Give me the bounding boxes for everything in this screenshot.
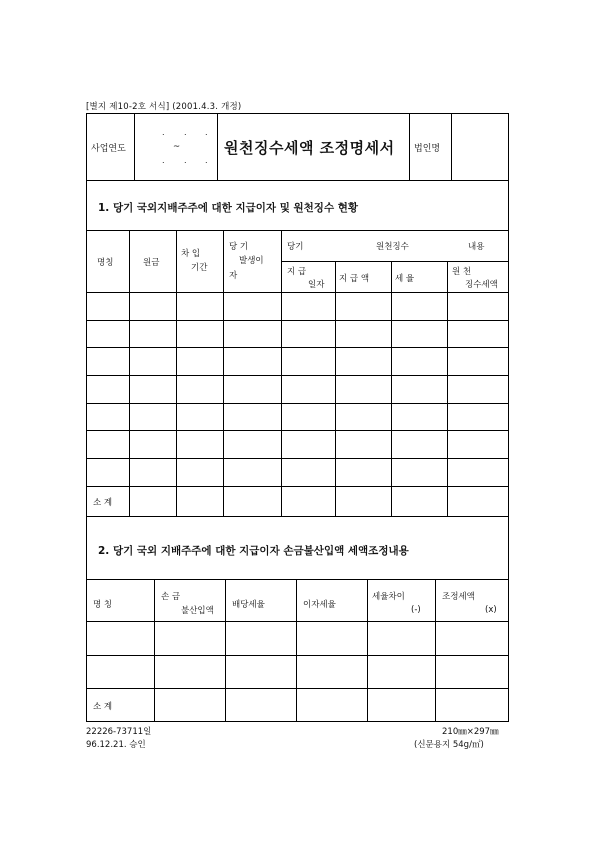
- s2-col-name-header: 명 칭: [93, 600, 113, 610]
- form-number-note: [별지 제10-2호 서식] (2001.4.3. 개정): [86, 102, 242, 112]
- period-dot: .: [162, 128, 165, 137]
- period-dot: .: [205, 128, 208, 137]
- s2-col-nondeductible-header: 불산입액: [181, 606, 214, 616]
- section1-heading: 1. 당기 국외지배주주에 대한 지급이자 및 원천징수 현황: [98, 202, 359, 214]
- group-header-right: 내용: [468, 242, 485, 252]
- period-dot: .: [184, 128, 187, 137]
- col-principal-header: 원금: [143, 258, 160, 268]
- s2-col-adjusted-tax-header: 조정세액: [442, 592, 475, 602]
- sub-payamount-header: 지 급 액: [339, 274, 370, 284]
- period-separator: ~: [173, 142, 181, 152]
- section2-subtotal-label: 소 계: [93, 702, 113, 712]
- s2-col-rate-diff-header: (-): [411, 605, 421, 615]
- s2-col-adjusted-tax-header: (x): [485, 605, 497, 615]
- sub-withholding-header: 원 천: [452, 267, 472, 277]
- period-dot: .: [205, 156, 208, 165]
- footer-paper-type: (신문용지 54g/㎡): [414, 740, 484, 750]
- col-name-header: 명칭: [97, 258, 114, 268]
- group-header-left: 당기: [287, 242, 304, 252]
- s2-col-interest-rate-header: 이자세율: [303, 600, 336, 610]
- s2-col-dividend-rate-header: 배당세율: [232, 600, 265, 610]
- footer-form-code: 22226-73711일: [86, 727, 152, 737]
- sub-rate-header: 세 율: [395, 274, 415, 284]
- section1-subtotal-label: 소 계: [93, 498, 113, 508]
- footer-approval-date: 96.12.21. 승인: [86, 740, 146, 750]
- col-borrow-period-header: 기간: [191, 263, 208, 273]
- col-borrow-period-header: 차 입: [181, 249, 201, 259]
- business-year-label: 사업연도: [91, 144, 126, 154]
- group-header-mid: 원천징수: [376, 242, 409, 252]
- col-interest-header: 자: [229, 271, 238, 281]
- period-dot: .: [162, 156, 165, 165]
- section2-heading: 2. 당기 국외 지배주주에 대한 지급이자 손금불산입액 세액조정내용: [98, 545, 409, 557]
- footer-paper-size: 210㎜×297㎜: [442, 727, 499, 737]
- form-title: 원천징수세액 조정명세서: [224, 139, 395, 157]
- corporation-name-label: 법인명: [414, 144, 441, 154]
- period-dot: .: [184, 156, 187, 165]
- s2-col-rate-diff-header: 세율차이: [372, 592, 405, 602]
- s2-col-nondeductible-header: 손 금: [161, 592, 181, 602]
- form-frame: [86, 113, 509, 722]
- sub-withholding-header: 징수세액: [465, 280, 498, 290]
- sub-paydate-header: 지 급: [287, 267, 307, 277]
- col-interest-header: 당 기: [229, 242, 249, 252]
- col-interest-header: 발생이: [239, 256, 264, 266]
- sub-paydate-header: 일자: [308, 280, 325, 290]
